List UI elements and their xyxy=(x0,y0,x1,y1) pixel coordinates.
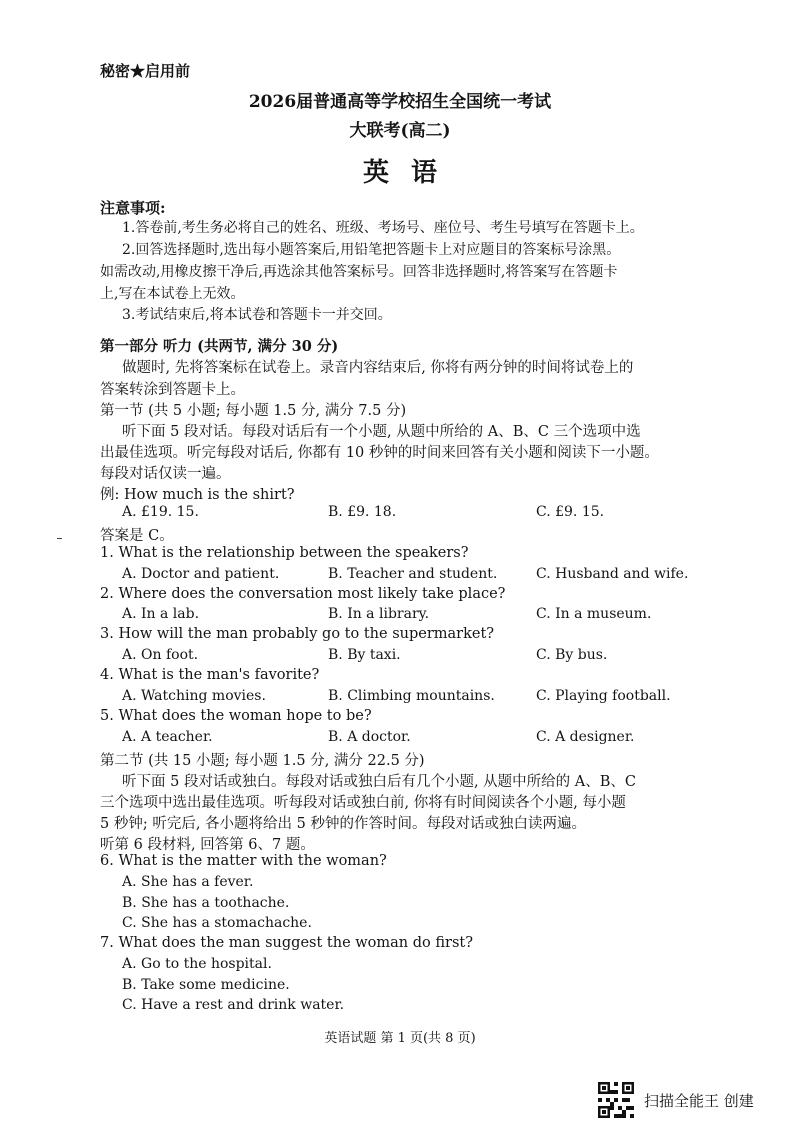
page-footer: 英语试题 第 1 页(共 8 页) xyxy=(324,1031,476,1046)
qr-code-icon xyxy=(598,1082,634,1118)
q6-option-b: B. She has a toothache. xyxy=(122,895,290,911)
note-1: 1.答卷前,考生务必将自己的姓名、班级、考场号、座位号、考生号填写在答题卡上。 xyxy=(122,220,644,236)
question-6: 6. What is the matter with the woman? xyxy=(100,853,387,869)
note-2: 2.回答选择题时,选出每小题答案后,用铅笔把答题卡上对应题目的答案标号涂黑。 xyxy=(122,242,621,258)
scanner-watermark: 扫描全能王 创建 xyxy=(644,1092,754,1110)
q6-option-a: A. She has a fever. xyxy=(122,874,254,890)
part1-heading: 第一部分 听力 (共两节, 满分 30 分) xyxy=(100,338,339,355)
part1-intro: 做题时, 先将答案标在试卷上。录音内容结束后, 你将有两分钟的时间将试卷上的 xyxy=(122,360,634,376)
section2-instructions-cont: 三个选项中选出最佳选项。听每段对话或独白前, 你将有时间阅读各个小题, 每小题 xyxy=(100,795,626,811)
margin-mark xyxy=(57,538,62,539)
question-5: 5. What does the woman hope to be? xyxy=(100,708,372,724)
q5-option-b: B. A doctor. xyxy=(328,729,411,745)
question-1: 1. What is the relationship between the speakers? xyxy=(100,545,469,561)
note-2-end: 上,写在本试卷上无效。 xyxy=(100,286,245,302)
note-3: 3.考试结束后,将本试卷和答题卡一并交回。 xyxy=(122,307,392,323)
q5-option-c: C. A designer. xyxy=(536,729,635,745)
section1-instructions: 听下面 5 段对话。每段对话后有一个小题, 从题中所给的 A、B、C 三个选项中选 xyxy=(122,424,641,440)
example-option-c: C. £9. 15. xyxy=(536,504,605,520)
q3-option-a: A. On foot. xyxy=(122,647,199,663)
exam-subtitle: 大联考(高二) xyxy=(349,121,451,141)
subject-title: 英语 xyxy=(362,158,459,188)
q1-option-a: A. Doctor and patient. xyxy=(122,566,280,582)
q1-option-c: C. Husband and wife. xyxy=(536,566,689,582)
q4-option-c: C. Playing football. xyxy=(536,688,671,704)
example-question: 例: How much is the shirt? xyxy=(100,487,295,503)
question-2: 2. Where does the conversation most likely take place? xyxy=(100,586,506,602)
section1-heading: 第一节 (共 5 小题; 每小题 1.5 分, 满分 7.5 分) xyxy=(100,403,407,419)
exam-title: 2026届普通高等学校招生全国统一考试 xyxy=(248,92,552,112)
question-3: 3. How will the man probably go to the supermarket? xyxy=(100,626,495,642)
q7-option-a: A. Go to the hospital. xyxy=(122,956,272,972)
q1-option-b: B. Teacher and student. xyxy=(328,566,498,582)
example-option-a: A. £19. 15. xyxy=(122,504,199,520)
q5-option-a: A. A teacher. xyxy=(122,729,213,745)
example-option-b: B. £9. 18. xyxy=(328,504,397,520)
q3-option-c: C. By bus. xyxy=(536,647,608,663)
q2-option-c: C. In a museum. xyxy=(536,606,652,622)
q2-option-a: A. In a lab. xyxy=(122,606,200,622)
q4-option-a: A. Watching movies. xyxy=(122,688,266,704)
section1-instructions-cont: 出最佳选项。听完每段对话后, 你都有 10 秒钟的时间来回答有关小题和阅读下一小题。 xyxy=(100,445,659,461)
question-4: 4. What is the man's favorite? xyxy=(100,667,320,683)
q2-option-b: B. In a library. xyxy=(328,606,430,622)
part1-intro-cont: 答案转涂到答题卡上。 xyxy=(100,382,245,398)
section2-instructions-end: 5 秒钟; 听完后, 各小题将给出 5 秒钟的作答时间。每段对话或独白读两遍。 xyxy=(100,816,586,832)
note-2-cont: 如需改动,用橡皮擦干净后,再选涂其他答案标号。回答非选择题时,将答案写在答题卡 xyxy=(100,264,618,280)
section1-instructions-end: 每段对话仅读一遍。 xyxy=(100,466,231,482)
section2-heading: 第二节 (共 15 小题; 每小题 1.5 分, 满分 22.5 分) xyxy=(100,753,425,769)
section2-instructions: 听下面 5 段对话或独白。每段对话或独白后有几个小题, 从题中所给的 A、B、C xyxy=(122,774,636,790)
question-7: 7. What does the man suggest the woman do first? xyxy=(100,935,474,951)
q7-option-c: C. Have a rest and drink water. xyxy=(122,997,345,1013)
q6-option-c: C. She has a stomachache. xyxy=(122,915,312,931)
q4-option-b: B. Climbing mountains. xyxy=(328,688,495,704)
example-answer: 答案是 C。 xyxy=(100,528,174,544)
q7-option-b: B. Take some medicine. xyxy=(122,977,290,993)
material-6-note: 听第 6 段材料, 回答第 6、7 题。 xyxy=(100,837,315,853)
confidential-label: 秘密★启用前 xyxy=(100,62,191,80)
q3-option-b: B. By taxi. xyxy=(328,647,401,663)
notes-heading: 注意事项: xyxy=(100,199,166,217)
